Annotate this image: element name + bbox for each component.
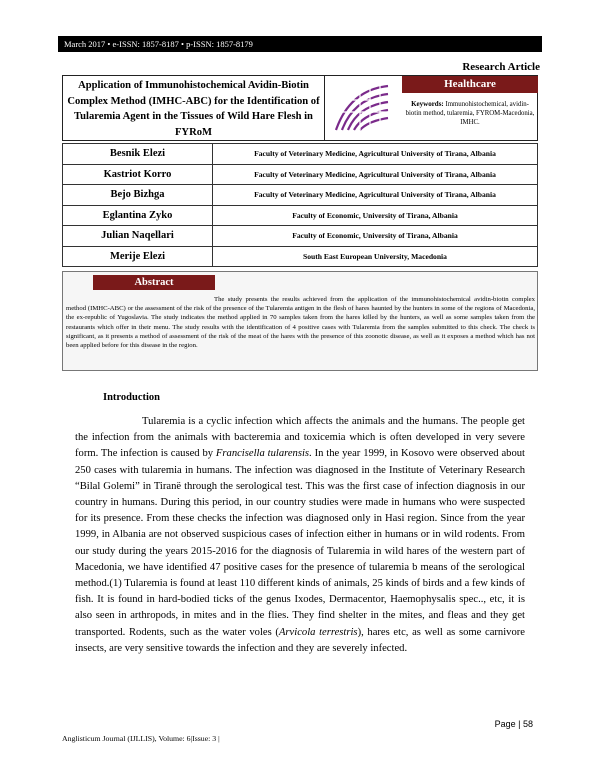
author-affiliation: South East European University, Macedonia [213, 246, 538, 267]
keywords-label: Keywords: [411, 100, 444, 108]
author-row [63, 144, 538, 165]
author-row [63, 164, 538, 185]
author-affiliation: Faculty of Veterinary Medicine, Agricultural University of Tirana, Albania [213, 164, 538, 185]
species-name: Francisella tularensis [215, 448, 310, 460]
introduction-paragraph [75, 414, 525, 657]
author-row [63, 226, 538, 247]
article-type: Research Article [462, 61, 540, 73]
abstract-text: The study presents the results achieved from the application of the immunohistochemical avidin-biotin complex method (IMHC-ABC) or the assessment of the risk of the presence of the Tularemia antigen in the flesh of hares haunted by the hunters in some of the regions of Macedonia, the ex-republic of Yugoslavia. The study indicates the method applied in 70 samples taken from the hares killed by the hunters, as well as some samples taken from the restaurants which offer in their menu. The study results with the identification of 4 positive cases with Tularemia from the samples submitted to this check. The check is significant, as it presents a method of assessment of the risk of the meat of the hares with the presence of this zoonotic disease, as well as it exposes a method which has not been applied before for this disease in the region. [66, 296, 535, 350]
author-row [63, 205, 538, 226]
intro-text-3: ), hares etc, as well as some carnivore insects, are very sensitive towards the infection and they are severely infected. [75, 626, 525, 654]
keywords-block [404, 100, 536, 127]
author-name: Kastriot Korro [63, 164, 213, 185]
author-name: Merije Elezi [63, 246, 213, 267]
article-title: Application of Immunohistochemical Avidin-Biotin Complex Method (IMHC-ABC) for the Identification of Tularemia Agent in the Tissues of Wild Hare Flesh in FYRoM [63, 76, 325, 140]
author-name: Bejo Bizhga [63, 185, 213, 206]
abstract-box [62, 271, 538, 371]
footer-citation: Anglisticum Journal (IJLLIS), Volume: 6|Issue: 3 | [62, 734, 220, 743]
species-name-2: Arvicola terrestris [278, 626, 358, 638]
journal-logo-icon [330, 80, 400, 136]
issue-info: March 2017 • e-ISSN: 1857-8187 • p-ISSN: 1857-8179 [64, 39, 253, 49]
intro-text-2: . In the year 1999, in Kosovo were observed about 250 cases with tularemia in humans. The infection was diagnosed in the Institute of Veterinary Research “Bilal Golemi” in Tiranë through the serological test. This was the first case of infection diagnosis in our country in humans. During this period, in our country studies were made in humans who were suspected for its presence. From these checks the infection was diagnosed only in Hasi region. Since from the year 1999, in Albania are not observed suspicious cases of infection either in humans or in wild rodents. From our study during the years 2015-2016 for the diagnosis of Tularemia in wild hares of the western part of Macedonia, we have identified 47 positive cases for the presence of tularemia b means of the serological method.(1) Tularemia is found at least 110 different kinds of animals, 25 kinds of birds and a few kinds of fish. It is found in hard-bodied ticks of the genus Ixodes, Dermacentor, Haemophysalis spec.., etc, it is also seen in arthropods, in mites and in the flies. They find shelter in the mites, and fleas and they get transported. Rodents, such as the water voles ( [75, 448, 525, 638]
page-number: Page | 58 [494, 719, 533, 729]
authors-table [62, 143, 538, 267]
journal-header-bar [58, 36, 542, 52]
author-name: Julian Naqellari [63, 226, 213, 247]
section-heading: Introduction [103, 392, 160, 403]
author-name: Besnik Elezi [63, 144, 213, 165]
author-row [63, 246, 538, 267]
author-affiliation: Faculty of Veterinary Medicine, Agricultural University of Tirana, Albania [213, 185, 538, 206]
author-affiliation: Faculty of Veterinary Medicine, Agricultural University of Tirana, Albania [213, 144, 538, 165]
author-row [63, 185, 538, 206]
keywords-text: Immunohistochemical, avidin-biotin method, tularemia, FYROM-Macedonia, IMHC. [405, 101, 535, 126]
title-block [62, 75, 538, 141]
category-badge: Healthcare [402, 76, 538, 93]
author-name: Eglantina Zyko [63, 205, 213, 226]
intro-text-1: Tularemia is a cyclic infection which affects the animals and the humans. The people get the infection from the animals with bacteremia and toxicemia which is often developed in very severe form. The infection is caused by [75, 416, 525, 460]
author-affiliation: Faculty of Economic, University of Tirana, Albania [213, 205, 538, 226]
abstract-heading: Abstract [93, 275, 215, 290]
author-affiliation: Faculty of Economic, University of Tirana, Albania [213, 226, 538, 247]
